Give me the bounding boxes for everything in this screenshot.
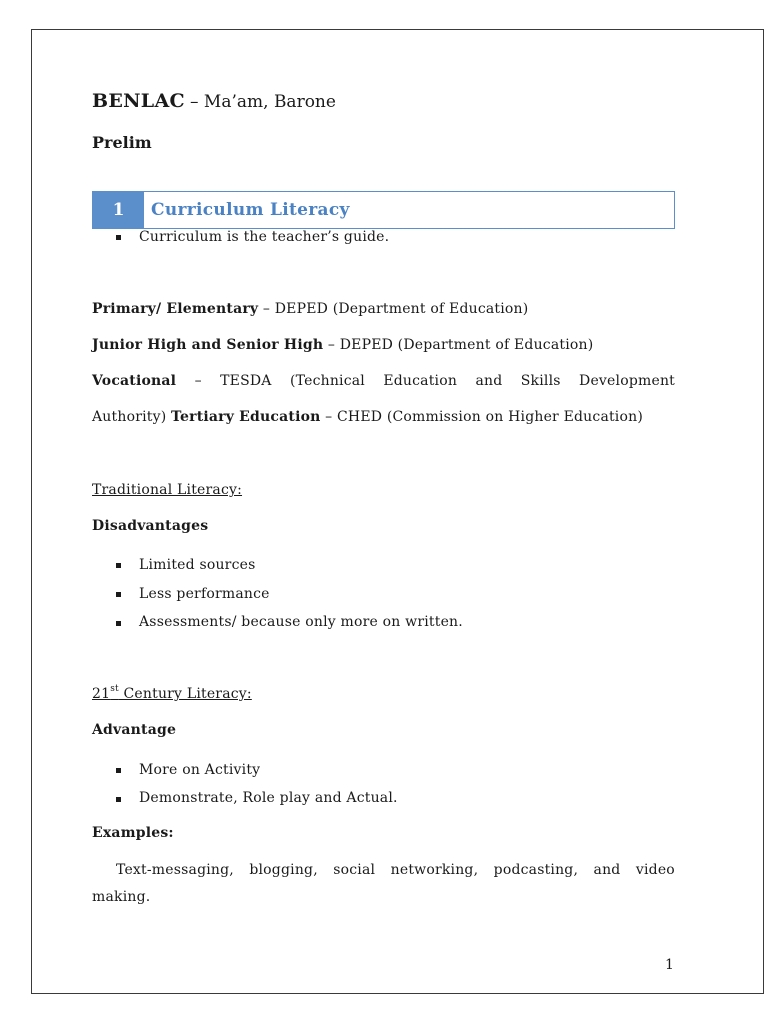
page-number: 1 [665,957,675,973]
list-item: Assessments/ because only more on written. [139,614,463,630]
agency-tertiary-text: – CHED (Commission on Higher Education) [325,409,643,425]
bullet-marker [116,563,121,568]
agency-tertiary [92,409,643,425]
examples-word: video [635,862,675,878]
agency-junior-text: – DEPED (Department of Education) [327,337,594,353]
century-heading-number: 21 [92,686,111,702]
instructor-name: – Ma’am, Barone [190,92,336,112]
intro-bullet-text: Curriculum is the teacher’s guide. [139,229,390,245]
agency-vocational-line [92,373,675,389]
agency-primary-label: Primary/ Elementary [92,301,259,317]
agency-primary-text: – DEPED (Department of Education) [262,301,529,317]
examples-word: blogging, [249,862,318,878]
vocational-word: Development [579,373,675,389]
vocational-word: and [475,373,503,389]
century-heading-suffix: st [110,684,119,694]
page-border [31,29,764,994]
course-code: BENLAC [92,90,185,112]
list-item: Less performance [139,586,270,602]
examples-word: social [333,862,376,878]
section-number: 1 [93,192,144,228]
list-item: Demonstrate, Role play and Actual. [139,790,398,806]
examples-heading: Examples: [92,825,174,841]
traditional-heading: Traditional Literacy: [92,482,243,498]
agency-tertiary-label: Tertiary Education [171,409,321,425]
bullet-marker [116,592,121,597]
bullet-marker [116,621,121,626]
vocational-word: Vocational [92,373,177,389]
vocational-word: – [194,373,202,389]
bullet-marker [116,768,121,773]
section-heading-box [92,191,675,229]
bullet-marker [116,797,121,802]
term-heading: Prelim [92,133,152,152]
century-heading-text: Century Literacy: [118,686,252,702]
document-header [92,90,336,112]
list-item: Limited sources [139,557,256,573]
examples-word: and [593,862,621,878]
agency-primary [92,301,528,317]
vocational-word: TESDA [220,373,272,389]
examples-line-continued: making. [92,889,151,905]
agency-junior [92,337,593,353]
list-item: More on Activity [139,762,261,778]
examples-word: Text-messaging, [116,862,234,878]
vocational-word: Education [383,373,458,389]
vocational-word: (Technical [289,373,365,389]
examples-word: networking, [390,862,479,878]
disadvantages-heading: Disadvantages [92,518,209,534]
advantage-heading: Advantage [92,722,177,738]
section-title: Curriculum Literacy [151,200,350,220]
vocational-word: Skills [520,373,561,389]
examples-line [116,862,675,878]
century-heading [92,686,252,702]
bullet-marker [116,235,121,240]
agency-junior-label: Junior High and Senior High [92,337,324,353]
vocational-continued: Authority) [92,409,167,425]
examples-word: podcasting, [493,862,579,878]
